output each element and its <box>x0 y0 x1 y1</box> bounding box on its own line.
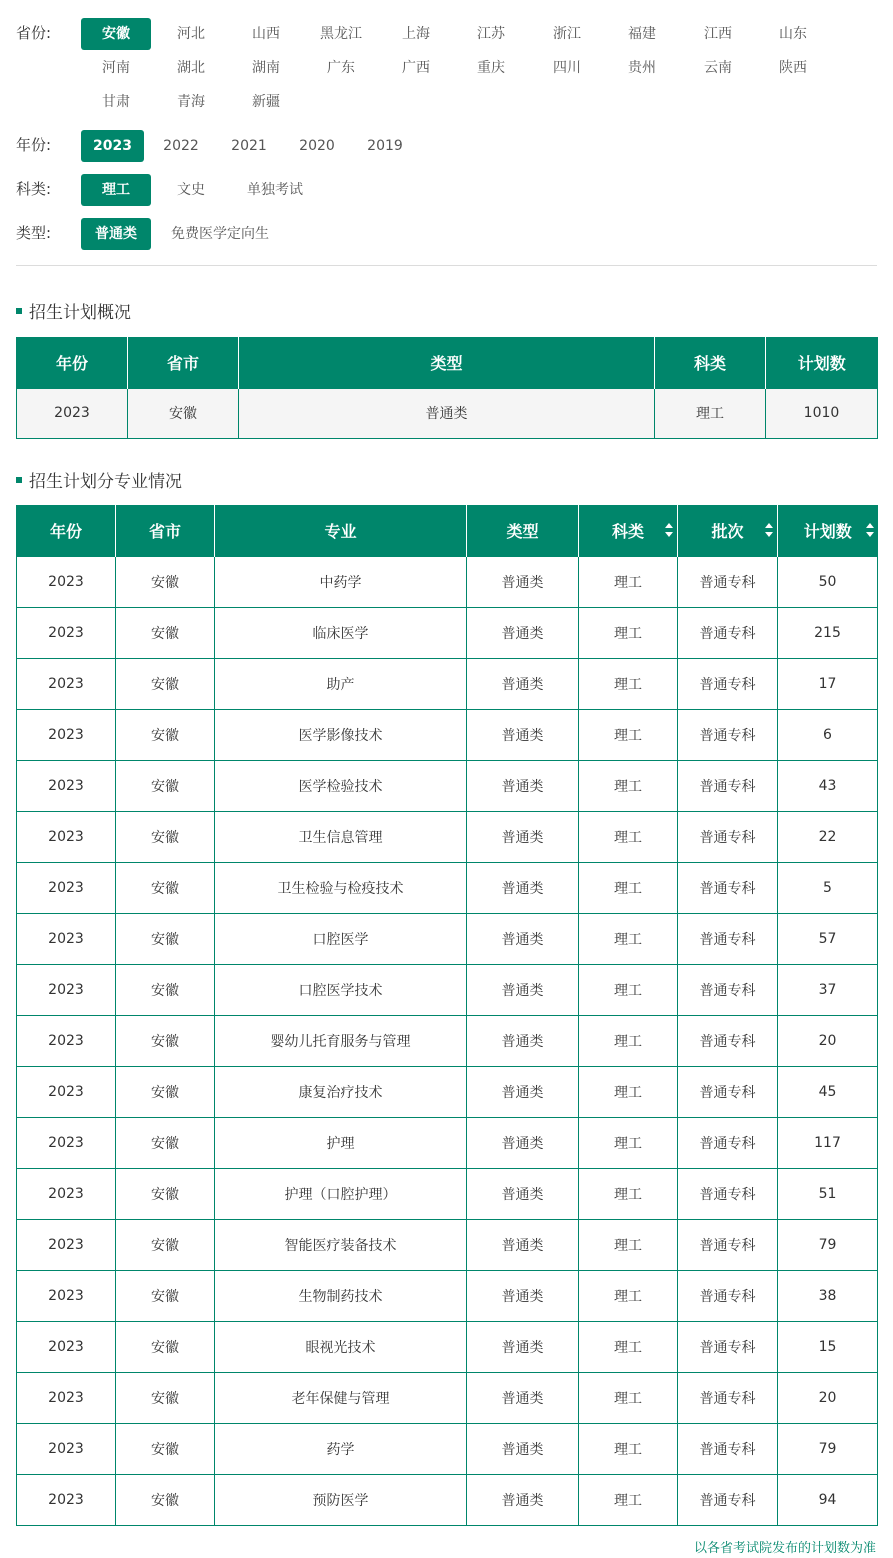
cell-batch: 普通专科 <box>678 709 778 760</box>
cell-batch: 普通专科 <box>678 913 778 964</box>
majors-header-subject-label: 科类 <box>611 521 644 541</box>
cell-type: 普通类 <box>467 709 579 760</box>
cell-major: 医学检验技术 <box>215 760 467 811</box>
province-option[interactable]: 贵州 <box>628 60 656 76</box>
cell-province: 安徽 <box>116 1474 215 1525</box>
cell-province: 安徽 <box>116 556 215 607</box>
cell-subject: 理工 <box>579 658 678 709</box>
province-option[interactable]: 河南 <box>102 60 130 76</box>
cell-year: 2023 <box>17 607 116 658</box>
table-row <box>17 862 878 913</box>
overview-cell-year: 2023 <box>17 388 128 438</box>
cell-batch: 普通专科 <box>678 1321 778 1372</box>
overview-cell-province: 安徽 <box>128 388 239 438</box>
table-row <box>17 1321 878 1372</box>
cell-subject: 理工 <box>579 862 678 913</box>
majors-header-major-label: 专业 <box>324 521 357 541</box>
cell-type: 普通类 <box>467 1117 579 1168</box>
cell-plan: 51 <box>778 1168 878 1219</box>
cell-batch: 普通专科 <box>678 1270 778 1321</box>
province-option[interactable]: 山东 <box>779 26 807 42</box>
majors-header-subject[interactable] <box>579 505 678 556</box>
sort-icon[interactable] <box>665 522 673 538</box>
cell-type: 普通类 <box>467 1270 579 1321</box>
cell-type: 普通类 <box>467 1168 579 1219</box>
cell-subject: 理工 <box>579 556 678 607</box>
cell-subject: 理工 <box>579 1372 678 1423</box>
cell-province: 安徽 <box>116 913 215 964</box>
province-option[interactable]: 上海 <box>402 26 430 42</box>
cell-batch: 普通专科 <box>678 1015 778 1066</box>
cell-subject: 理工 <box>579 811 678 862</box>
cell-plan: 43 <box>778 760 878 811</box>
cell-batch: 普通专科 <box>678 1372 778 1423</box>
table-row <box>17 607 878 658</box>
year-option[interactable]: 2021 <box>231 138 267 154</box>
cell-subject: 理工 <box>579 913 678 964</box>
category-filter-label: 类型: <box>16 224 52 242</box>
table-row <box>17 1372 878 1423</box>
cell-province: 安徽 <box>116 607 215 658</box>
majors-section-title <box>16 467 182 492</box>
cell-major: 医学影像技术 <box>215 709 467 760</box>
cell-batch: 普通专科 <box>678 1168 778 1219</box>
cell-province: 安徽 <box>116 658 215 709</box>
cell-major: 口腔医学 <box>215 913 467 964</box>
province-option[interactable]: 广东 <box>327 60 355 76</box>
majors-header-batch[interactable] <box>678 505 778 556</box>
overview-title-text: 招生计划概况 <box>29 303 131 323</box>
subject-option[interactable]: 单独考试 <box>247 182 303 198</box>
cell-subject: 理工 <box>579 760 678 811</box>
cell-major: 卫生信息管理 <box>215 811 467 862</box>
cell-plan: 79 <box>778 1423 878 1474</box>
cell-year: 2023 <box>17 1219 116 1270</box>
overview-cell-plan: 1010 <box>766 388 878 438</box>
province-option[interactable]: 甘肃 <box>102 94 130 110</box>
cell-plan: 215 <box>778 607 878 658</box>
cell-plan: 45 <box>778 1066 878 1117</box>
cell-major: 护理（口腔护理） <box>215 1168 467 1219</box>
cell-province: 安徽 <box>116 1117 215 1168</box>
cell-type: 普通类 <box>467 1321 579 1372</box>
majors-header-row <box>17 505 878 556</box>
overview-header-province: 省市 <box>128 337 239 388</box>
sort-icon[interactable] <box>866 522 874 538</box>
year-option[interactable]: 2022 <box>163 138 199 154</box>
majors-header-type <box>467 505 579 556</box>
cell-province: 安徽 <box>116 1423 215 1474</box>
cell-type: 普通类 <box>467 1372 579 1423</box>
province-option[interactable]: 陕西 <box>779 60 807 76</box>
cell-type: 普通类 <box>467 862 579 913</box>
cell-plan: 17 <box>778 658 878 709</box>
cell-year: 2023 <box>17 1474 116 1525</box>
cell-plan: 37 <box>778 964 878 1015</box>
cell-plan: 5 <box>778 862 878 913</box>
province-option[interactable]: 山西 <box>252 26 280 42</box>
majors-header-province <box>116 505 215 556</box>
cell-year: 2023 <box>17 658 116 709</box>
majors-header-type-label: 类型 <box>506 521 539 541</box>
cell-subject: 理工 <box>579 1423 678 1474</box>
cell-major: 助产 <box>215 658 467 709</box>
table-row <box>17 913 878 964</box>
cell-major: 中药学 <box>215 556 467 607</box>
cell-major: 口腔医学技术 <box>215 964 467 1015</box>
province-filter-label: 省份: <box>16 24 52 42</box>
table-row <box>17 1423 878 1474</box>
cell-plan: 57 <box>778 913 878 964</box>
cell-type: 普通类 <box>467 556 579 607</box>
table-row <box>17 760 878 811</box>
cell-province: 安徽 <box>116 1270 215 1321</box>
cell-subject: 理工 <box>579 1321 678 1372</box>
cell-batch: 普通专科 <box>678 1423 778 1474</box>
cell-year: 2023 <box>17 709 116 760</box>
table-row <box>17 556 878 607</box>
cell-batch: 普通专科 <box>678 760 778 811</box>
cell-province: 安徽 <box>116 1015 215 1066</box>
province-option[interactable]: 新疆 <box>252 94 280 110</box>
cell-major: 生物制药技术 <box>215 1270 467 1321</box>
cell-type: 普通类 <box>467 760 579 811</box>
category-option[interactable]: 免费医学定向生 <box>171 226 269 242</box>
cell-province: 安徽 <box>116 1372 215 1423</box>
cell-type: 普通类 <box>467 607 579 658</box>
cell-major: 老年保健与管理 <box>215 1372 467 1423</box>
cell-batch: 普通专科 <box>678 556 778 607</box>
cell-type: 普通类 <box>467 1423 579 1474</box>
cell-plan: 20 <box>778 1015 878 1066</box>
cell-type: 普通类 <box>467 1219 579 1270</box>
majors-header-province-label: 省市 <box>148 521 181 541</box>
cell-batch: 普通专科 <box>678 1219 778 1270</box>
province-option[interactable]: 江苏 <box>477 26 505 42</box>
square-bullet-icon <box>16 308 22 314</box>
province-option[interactable]: 浙江 <box>553 26 581 42</box>
overview-cell-subject: 理工 <box>655 388 766 438</box>
sort-icon[interactable] <box>765 522 773 538</box>
cell-batch: 普通专科 <box>678 964 778 1015</box>
majors-header-year <box>17 505 116 556</box>
province-option[interactable]: 湖南 <box>252 60 280 76</box>
cell-major: 眼视光技术 <box>215 1321 467 1372</box>
year-filter-label: 年份: <box>16 136 52 154</box>
table-row <box>17 1168 878 1219</box>
cell-year: 2023 <box>17 862 116 913</box>
cell-batch: 普通专科 <box>678 811 778 862</box>
cell-year: 2023 <box>17 964 116 1015</box>
province-option[interactable]: 重庆 <box>477 60 505 76</box>
cell-type: 普通类 <box>467 1066 579 1117</box>
majors-header-plan[interactable] <box>778 505 878 556</box>
footnote: 以各省考试院发布的计划数为准 <box>693 1541 876 1556</box>
cell-province: 安徽 <box>116 862 215 913</box>
cell-subject: 理工 <box>579 607 678 658</box>
province-option-anhui[interactable]: 安徽 <box>81 18 151 50</box>
majors-table <box>16 505 878 1526</box>
majors-header-batch-label: 批次 <box>711 521 744 541</box>
majors-title-text: 招生计划分专业情况 <box>29 472 182 492</box>
cell-subject: 理工 <box>579 964 678 1015</box>
overview-header-type: 类型 <box>239 337 655 388</box>
cell-year: 2023 <box>17 760 116 811</box>
table-row <box>17 1015 878 1066</box>
cell-subject: 理工 <box>579 1219 678 1270</box>
cell-batch: 普通专科 <box>678 1117 778 1168</box>
cell-plan: 50 <box>778 556 878 607</box>
cell-year: 2023 <box>17 1372 116 1423</box>
majors-header-plan-label: 计划数 <box>803 521 852 541</box>
overview-header-row <box>17 337 878 388</box>
province-option[interactable]: 云南 <box>704 60 732 76</box>
year-option[interactable]: 2019 <box>367 138 403 154</box>
cell-subject: 理工 <box>579 1168 678 1219</box>
table-row <box>17 1474 878 1525</box>
divider <box>16 265 877 266</box>
province-option[interactable]: 福建 <box>628 26 656 42</box>
cell-province: 安徽 <box>116 709 215 760</box>
cell-type: 普通类 <box>467 964 579 1015</box>
table-row <box>17 1117 878 1168</box>
cell-plan: 20 <box>778 1372 878 1423</box>
province-option[interactable]: 河北 <box>177 26 205 42</box>
cell-major: 临床医学 <box>215 607 467 658</box>
overview-row <box>17 388 878 438</box>
cell-plan: 38 <box>778 1270 878 1321</box>
cell-year: 2023 <box>17 1270 116 1321</box>
majors-header-major <box>215 505 467 556</box>
cell-major: 预防医学 <box>215 1474 467 1525</box>
cell-major: 婴幼儿托育服务与管理 <box>215 1015 467 1066</box>
table-row <box>17 709 878 760</box>
province-option[interactable]: 广西 <box>402 60 430 76</box>
cell-type: 普通类 <box>467 1015 579 1066</box>
cell-plan: 22 <box>778 811 878 862</box>
cell-year: 2023 <box>17 1168 116 1219</box>
square-bullet-icon <box>16 477 22 483</box>
cell-batch: 普通专科 <box>678 607 778 658</box>
cell-subject: 理工 <box>579 1474 678 1525</box>
table-row <box>17 1066 878 1117</box>
cell-year: 2023 <box>17 556 116 607</box>
cell-major: 康复治疗技术 <box>215 1066 467 1117</box>
cell-plan: 94 <box>778 1474 878 1525</box>
majors-header-year-label: 年份 <box>49 521 82 541</box>
cell-plan: 79 <box>778 1219 878 1270</box>
cell-province: 安徽 <box>116 1168 215 1219</box>
cell-plan: 15 <box>778 1321 878 1372</box>
year-option[interactable]: 2020 <box>299 138 335 154</box>
cell-year: 2023 <box>17 1423 116 1474</box>
cell-province: 安徽 <box>116 1066 215 1117</box>
overview-section-title <box>16 298 131 323</box>
table-row <box>17 1270 878 1321</box>
cell-batch: 普通专科 <box>678 1474 778 1525</box>
year-option-2023[interactable]: 2023 <box>81 130 144 162</box>
cell-major: 卫生检验与检疫技术 <box>215 862 467 913</box>
cell-province: 安徽 <box>116 811 215 862</box>
province-option[interactable]: 青海 <box>177 94 205 110</box>
table-row <box>17 964 878 1015</box>
overview-table <box>16 337 878 439</box>
cell-type: 普通类 <box>467 811 579 862</box>
cell-plan: 117 <box>778 1117 878 1168</box>
cell-year: 2023 <box>17 1015 116 1066</box>
table-row <box>17 658 878 709</box>
cell-province: 安徽 <box>116 964 215 1015</box>
table-row <box>17 811 878 862</box>
overview-header-plan: 计划数 <box>766 337 878 388</box>
subject-option-science[interactable]: 理工 <box>81 174 151 206</box>
province-option[interactable]: 四川 <box>553 60 581 76</box>
cell-major: 智能医疗装备技术 <box>215 1219 467 1270</box>
cell-batch: 普通专科 <box>678 1066 778 1117</box>
cell-subject: 理工 <box>579 1015 678 1066</box>
cell-batch: 普通专科 <box>678 862 778 913</box>
cell-plan: 6 <box>778 709 878 760</box>
cell-year: 2023 <box>17 1321 116 1372</box>
cell-year: 2023 <box>17 913 116 964</box>
province-option[interactable]: 湖北 <box>177 60 205 76</box>
majors-table-body <box>17 556 878 1525</box>
cell-batch: 普通专科 <box>678 658 778 709</box>
cell-subject: 理工 <box>579 1066 678 1117</box>
cell-year: 2023 <box>17 1066 116 1117</box>
overview-cell-type: 普通类 <box>239 388 655 438</box>
province-option[interactable]: 黑龙江 <box>320 26 362 42</box>
cell-major: 药学 <box>215 1423 467 1474</box>
overview-header-year: 年份 <box>17 337 128 388</box>
cell-province: 安徽 <box>116 1321 215 1372</box>
category-option-general[interactable]: 普通类 <box>81 218 151 250</box>
cell-province: 安徽 <box>116 1219 215 1270</box>
table-row <box>17 1219 878 1270</box>
cell-major: 护理 <box>215 1117 467 1168</box>
overview-header-subject: 科类 <box>655 337 766 388</box>
cell-year: 2023 <box>17 811 116 862</box>
cell-province: 安徽 <box>116 760 215 811</box>
cell-type: 普通类 <box>467 1474 579 1525</box>
cell-type: 普通类 <box>467 658 579 709</box>
cell-subject: 理工 <box>579 1270 678 1321</box>
cell-year: 2023 <box>17 1117 116 1168</box>
subject-filter-label: 科类: <box>16 180 52 198</box>
subject-option[interactable]: 文史 <box>177 182 205 198</box>
cell-subject: 理工 <box>579 709 678 760</box>
cell-type: 普通类 <box>467 913 579 964</box>
cell-subject: 理工 <box>579 1117 678 1168</box>
province-option[interactable]: 江西 <box>704 26 732 42</box>
